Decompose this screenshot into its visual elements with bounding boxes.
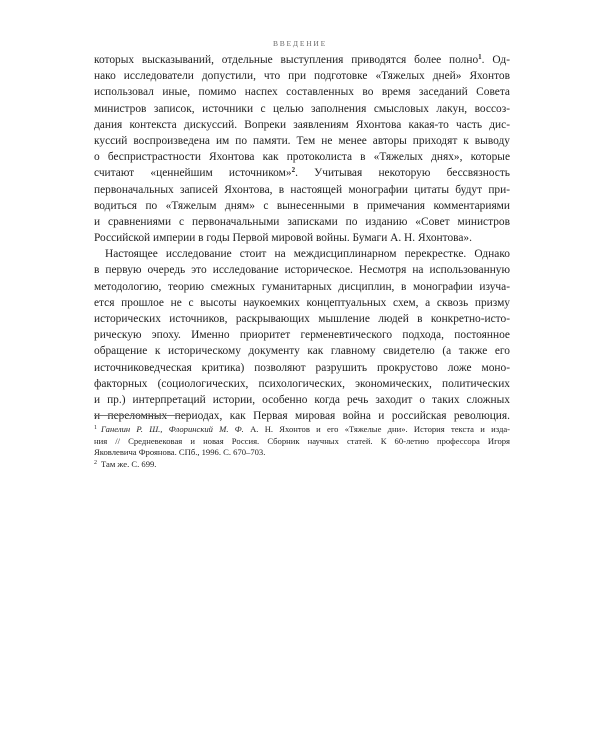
- footnote-1-line: ния // Средневековая и новая Россия. Сборник научных статей. К 60-летию профессора Игоря: [94, 435, 510, 446]
- text-line: министров записок, источники с целью заполнения смысловых лакун, воссоз-: [94, 102, 510, 115]
- footnote-2: $^2$ Там же. С. 699.: [94, 458, 157, 469]
- text-line: рическую эпоху. Именно приоритет герменевтического подхода, постоянное: [94, 329, 510, 342]
- text-line: исторических источников, раскрывающих мышление людей в конкретно-исто-: [94, 313, 510, 325]
- text-line: факторных (социологических, психологических, экономических, политических: [94, 377, 510, 390]
- text-line: водиться по «Тяжелым дням» с вынесенными в примечания комментариями: [94, 199, 510, 212]
- text-line: Российской империи в годы Первой мировой войны. Бумаги А. Н. Яхонтова».: [94, 232, 472, 245]
- text-line: в первую очередь это исследование историческое. Несмотря на использованную: [94, 264, 510, 277]
- text-line: первоначальных записей Яхонтова, в настоящей монографии цитаты будут при-: [94, 183, 510, 196]
- text-line: считают «ценнейшим источником»$^2$. Учитывая некоторую бессвязность: [94, 166, 511, 180]
- body-text: [94, 52, 510, 424]
- footnote-divider: [94, 415, 189, 416]
- text-line: нако исследователи допустили, что при подготовке «Тяжелых дней» Яхонтов: [94, 70, 510, 83]
- text-line: источниковедческая критика) позволяют разрушить прокрустово ложе моно-: [94, 361, 510, 374]
- running-header: ВВЕДЕНИЕ: [272, 39, 328, 48]
- footnote-1: $^1$ Ганелин Р. Ш., Флоринский М. Ф. А. Н. Яхонтов и его «Тяжелые дни». История текста и изда-: [94, 424, 510, 434]
- text-line: и пр.) интерпретаций истории, особенно когда речь заходит о таких сложных: [94, 393, 510, 406]
- text-line: о беспристрастности Яхонтова как протоколиста в «Тяжелых днях», которые: [94, 151, 510, 164]
- text-line: которых высказываний, отдельные выступления приводятся более полно$^1$. Од-: [94, 53, 511, 66]
- footnotes: [94, 415, 510, 470]
- footnote-ref[interactable]: 1: [478, 53, 482, 61]
- text-line: использовал иные, помимо наспех составленных во время заседаний Совета: [94, 86, 510, 99]
- text-line: обращение к историческому документу как главному свидетелю (а также его: [94, 345, 510, 358]
- footnote-1-line: Яковлевича Фроянова. СПб., 1996. С. 670–703.: [94, 447, 266, 457]
- text-line: и переломных периодах, как Первая мировая война и российская революция.: [94, 410, 510, 423]
- text-line: ется прошлое не с высоты наукоемких концептуальных схем, а сквозь призму: [94, 296, 510, 309]
- text-line: дания контекста дискуссий. Вопреки заявлениям Яхонтова какая-то часть дис-: [94, 118, 510, 131]
- text-line: Настоящее исследование стоит на междисциплинарном перекрестке. Однако: [105, 248, 510, 261]
- text-line: методологию, теорию смежных гуманитарных дисциплин, в монографии изуча-: [94, 280, 510, 293]
- footnote-ref[interactable]: 2: [291, 166, 296, 175]
- text-line: куссий воспроизведена им по памяти. Тем не менее авторы приходят к выводу: [94, 134, 510, 147]
- text-line: и сравнениями с первоначальными записками по изданию «Совет министров: [94, 215, 510, 228]
